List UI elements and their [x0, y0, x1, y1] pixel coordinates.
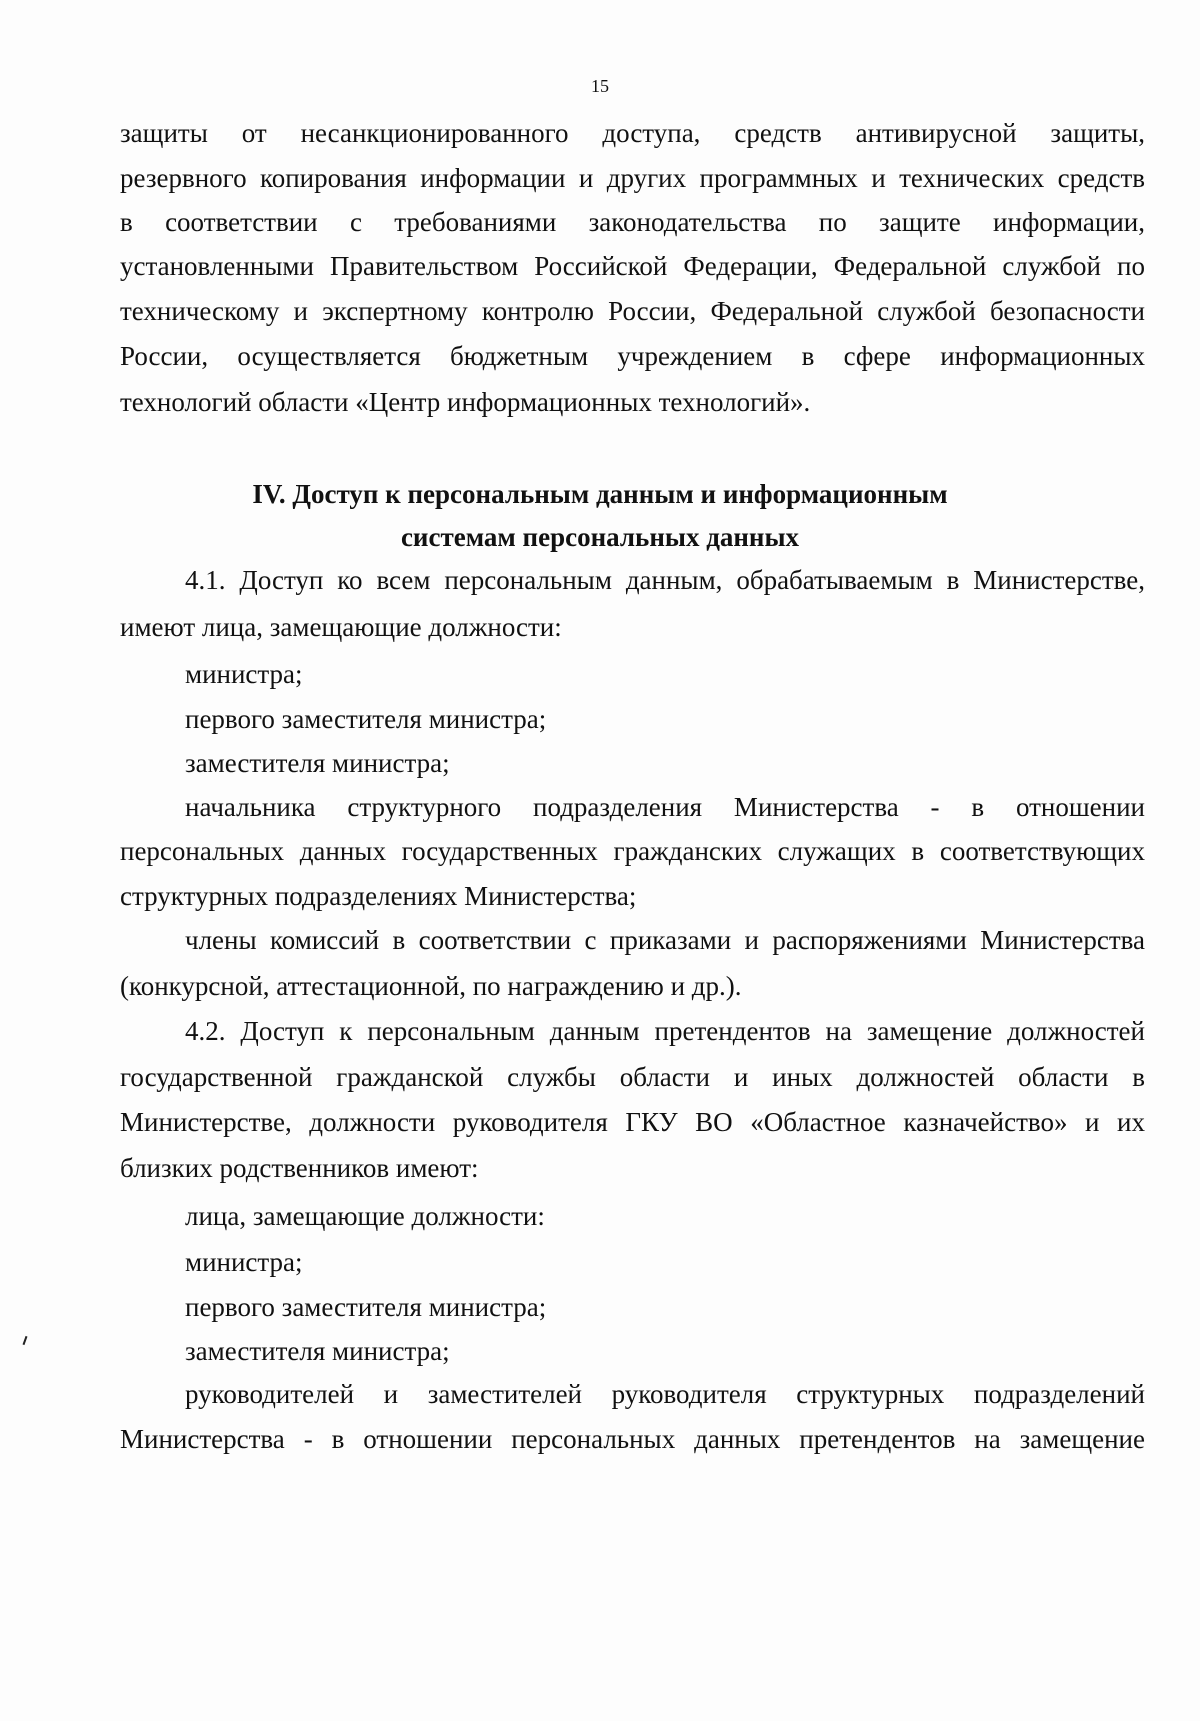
text-line: структурных подразделениях Министерства;: [120, 881, 637, 911]
text-line: члены комиссий в соответствии с приказами и распоряжениями Министерства: [185, 925, 1145, 955]
text-line: Министерстве, должности руководителя ГКУ ВО «Областное казначейство» и их: [120, 1107, 1145, 1137]
list-item: лица, замещающие должности:: [185, 1201, 545, 1231]
page-number: 15: [591, 76, 609, 96]
text-line: техническому и экспертному контролю России, Федеральной службой безопасности: [120, 296, 1145, 326]
text-line: имеют лица, замещающие должности:: [120, 612, 562, 642]
text-line: технологий области «Центр информационных технологий».: [120, 387, 811, 417]
text-line: защиты от несанкционированного доступа, средств антивирусной защиты,: [120, 118, 1145, 148]
section-heading-line-1: IV. Доступ к персональным данным и информационным: [252, 479, 948, 509]
text-line: России, осуществляется бюджетным учреждением в сфере информационных: [120, 341, 1145, 371]
scan-mark: [23, 1336, 28, 1345]
text-line: начальника структурного подразделения Министерства - в отношении: [185, 792, 1145, 822]
text-line: близких родственников имеют:: [120, 1153, 479, 1183]
text-line: резервного копирования информации и других программных и технических средств: [120, 163, 1145, 193]
list-item: заместителя министра;: [185, 1336, 450, 1366]
text-line: Министерства - в отношении персональных данных претендентов на замещение: [120, 1424, 1145, 1454]
list-item: первого заместителя министра;: [185, 704, 547, 734]
list-item: заместителя министра;: [185, 748, 450, 778]
text-line: установленными Правительством Российской Федерации, Федеральной службой по: [120, 251, 1145, 281]
list-item: министра;: [185, 659, 303, 689]
list-item: первого заместителя министра;: [185, 1292, 547, 1322]
text-line: 4.2. Доступ к персональным данным претендентов на замещение должностей: [185, 1016, 1145, 1046]
text-line: 4.1. Доступ ко всем персональным данным, обрабатываемым в Министерстве,: [185, 565, 1145, 595]
text-line: руководителей и заместителей руководителя структурных подразделений: [185, 1379, 1145, 1409]
section-heading-line-2: системам персональных данных: [400, 522, 800, 552]
text-line: в соответствии с требованиями законодательства по защите информации,: [120, 207, 1145, 237]
text-line: персональных данных государственных гражданских служащих в соответствующих: [120, 836, 1145, 866]
text-line: государственной гражданской службы области и иных должностей области в: [120, 1062, 1145, 1092]
text-line: (конкурсной, аттестационной, по награждению и др.).: [120, 971, 742, 1001]
list-item: министра;: [185, 1247, 303, 1277]
